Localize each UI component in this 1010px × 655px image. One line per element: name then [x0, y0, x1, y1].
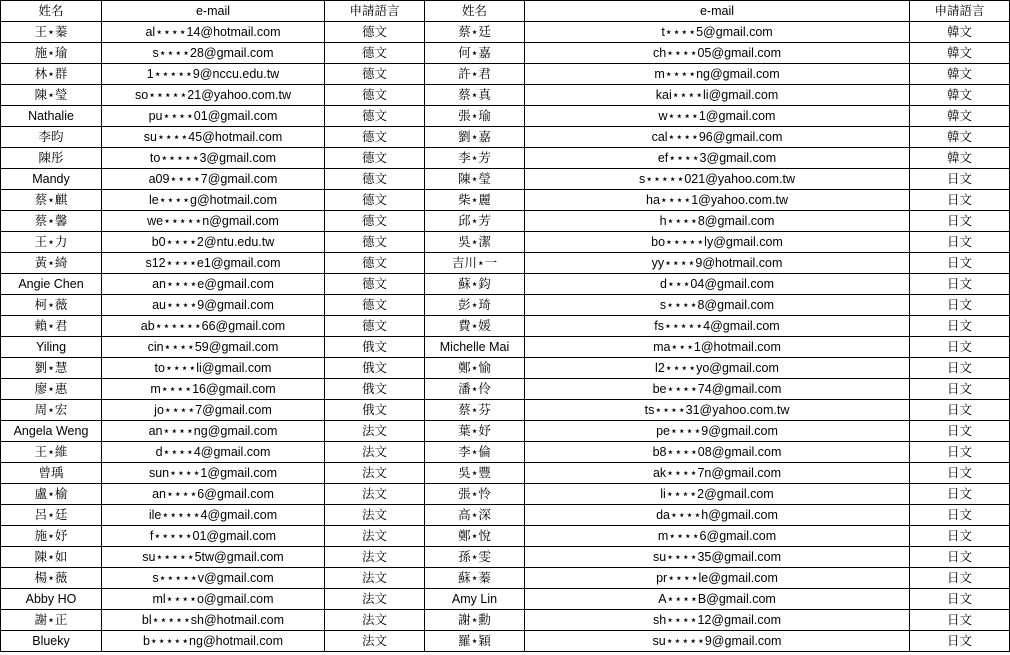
name-cell-left: Nathalie — [1, 106, 102, 127]
language-cell-left: 德文 — [325, 211, 425, 232]
language-cell-left: 法文 — [325, 484, 425, 505]
name-cell-left: 楊⋆薇 — [1, 568, 102, 589]
table-row — [1, 148, 1010, 169]
header-row — [1, 1, 1010, 22]
table-row — [1, 442, 1010, 463]
language-cell-right: 日文 — [910, 631, 1010, 652]
language-cell-right: 日文 — [910, 421, 1010, 442]
email-cell-left: su⋆⋆⋆⋆45@hotmail.com — [102, 127, 325, 148]
language-cell-left: 法文 — [325, 505, 425, 526]
email-cell-left: b0⋆⋆⋆⋆2@ntu.edu.tw — [102, 232, 325, 253]
language-cell-right: 日文 — [910, 316, 1010, 337]
language-cell-right: 日文 — [910, 295, 1010, 316]
table-row — [1, 211, 1010, 232]
email-cell-left: so⋆⋆⋆⋆⋆21@yahoo.com.tw — [102, 85, 325, 106]
language-cell-left: 德文 — [325, 43, 425, 64]
table-row — [1, 505, 1010, 526]
language-cell-left: 德文 — [325, 169, 425, 190]
email-cell-right: ef⋆⋆⋆⋆3@gmail.com — [525, 148, 910, 169]
name-cell-right: 何⋆嘉 — [425, 43, 525, 64]
name-cell-left: 曾瑀 — [1, 463, 102, 484]
table-row — [1, 190, 1010, 211]
name-cell-right: 許⋆君 — [425, 64, 525, 85]
email-cell-right: ma⋆⋆⋆1@hotmail.com — [525, 337, 910, 358]
name-cell-right: 蔡⋆真 — [425, 85, 525, 106]
email-cell-left: al⋆⋆⋆⋆14@hotmail.com — [102, 22, 325, 43]
language-cell-left: 法文 — [325, 463, 425, 484]
table-row — [1, 463, 1010, 484]
email-cell-right: kai⋆⋆⋆⋆li@gmail.com — [525, 85, 910, 106]
name-cell-right: 蘇⋆鈞 — [425, 274, 525, 295]
language-cell-right: 韓文 — [910, 64, 1010, 85]
name-cell-right: 吳⋆潔 — [425, 232, 525, 253]
name-cell-right: 李⋆芳 — [425, 148, 525, 169]
language-cell-left: 法文 — [325, 442, 425, 463]
email-cell-right: w⋆⋆⋆⋆1@gmail.com — [525, 106, 910, 127]
name-cell-right: 吳⋆豐 — [425, 463, 525, 484]
language-cell-right: 日文 — [910, 484, 1010, 505]
email-cell-right: A⋆⋆⋆⋆B@gmail.com — [525, 589, 910, 610]
email-cell-right: ak⋆⋆⋆⋆7n@gmail.com — [525, 463, 910, 484]
email-cell-left: a09⋆⋆⋆⋆7@gmail.com — [102, 169, 325, 190]
name-cell-right: 鄭⋆愉 — [425, 358, 525, 379]
table-row — [1, 610, 1010, 631]
email-cell-left: s12⋆⋆⋆⋆e1@gmail.com — [102, 253, 325, 274]
email-cell-left: su⋆⋆⋆⋆⋆5tw@gmail.com — [102, 547, 325, 568]
table-row — [1, 484, 1010, 505]
language-cell-right: 日文 — [910, 190, 1010, 211]
language-cell-left: 德文 — [325, 274, 425, 295]
name-cell-right: 劉⋆嘉 — [425, 127, 525, 148]
header-language-left: 申請語言 — [325, 1, 425, 22]
name-cell-left: 王⋆力 — [1, 232, 102, 253]
language-cell-left: 法文 — [325, 421, 425, 442]
name-cell-left: Angela Weng — [1, 421, 102, 442]
name-cell-right: 謝⋆勳 — [425, 610, 525, 631]
table-row — [1, 43, 1010, 64]
name-cell-left: 陳⋆如 — [1, 547, 102, 568]
email-cell-right: s⋆⋆⋆⋆⋆021@yahoo.com.tw — [525, 169, 910, 190]
table-row — [1, 295, 1010, 316]
email-cell-left: b⋆⋆⋆⋆⋆ng@hotmail.com — [102, 631, 325, 652]
name-cell-left: 劉⋆慧 — [1, 358, 102, 379]
table-row — [1, 22, 1010, 43]
name-cell-right: Michelle Mai — [425, 337, 525, 358]
email-cell-right: ha⋆⋆⋆⋆1@yahoo.com.tw — [525, 190, 910, 211]
name-cell-left: 蔡⋆馨 — [1, 211, 102, 232]
language-cell-left: 德文 — [325, 22, 425, 43]
email-cell-left: s⋆⋆⋆⋆28@gmail.com — [102, 43, 325, 64]
email-cell-right: be⋆⋆⋆⋆74@gmail.com — [525, 379, 910, 400]
name-cell-right: 陳⋆瑩 — [425, 169, 525, 190]
language-cell-right: 日文 — [910, 169, 1010, 190]
table-row — [1, 358, 1010, 379]
email-cell-left: bl⋆⋆⋆⋆⋆sh@hotmail.com — [102, 610, 325, 631]
name-cell-left: Blueky — [1, 631, 102, 652]
name-cell-right: 柴⋆麗 — [425, 190, 525, 211]
email-cell-left: cin⋆⋆⋆⋆59@gmail.com — [102, 337, 325, 358]
email-cell-right: bo⋆⋆⋆⋆⋆ly@gmail.com — [525, 232, 910, 253]
name-cell-left: 林⋆群 — [1, 64, 102, 85]
header-email-right: e-mail — [525, 1, 910, 22]
email-cell-right: d⋆⋆⋆04@gmail.com — [525, 274, 910, 295]
language-cell-right: 日文 — [910, 232, 1010, 253]
email-cell-right: l2⋆⋆⋆⋆yo@gmail.com — [525, 358, 910, 379]
language-cell-left: 德文 — [325, 85, 425, 106]
name-cell-right: 張⋆怜 — [425, 484, 525, 505]
email-cell-right: li⋆⋆⋆⋆2@gmail.com — [525, 484, 910, 505]
email-cell-left: to⋆⋆⋆⋆li@gmail.com — [102, 358, 325, 379]
language-cell-right: 日文 — [910, 253, 1010, 274]
email-cell-right: b8⋆⋆⋆⋆08@gmail.com — [525, 442, 910, 463]
email-cell-left: sun⋆⋆⋆⋆1@gmail.com — [102, 463, 325, 484]
name-cell-right: 李⋆倫 — [425, 442, 525, 463]
language-cell-left: 俄文 — [325, 337, 425, 358]
name-cell-left: 賴⋆君 — [1, 316, 102, 337]
language-cell-right: 日文 — [910, 526, 1010, 547]
language-cell-left: 法文 — [325, 526, 425, 547]
email-cell-left: ile⋆⋆⋆⋆⋆4@gmail.com — [102, 505, 325, 526]
language-cell-right: 日文 — [910, 400, 1010, 421]
language-cell-left: 俄文 — [325, 379, 425, 400]
table-row — [1, 421, 1010, 442]
language-cell-left: 俄文 — [325, 358, 425, 379]
email-cell-right: t⋆⋆⋆⋆5@gmail.com — [525, 22, 910, 43]
email-cell-right: s⋆⋆⋆⋆8@gmail.com — [525, 295, 910, 316]
table-row — [1, 400, 1010, 421]
email-cell-right: pr⋆⋆⋆⋆le@gmail.com — [525, 568, 910, 589]
language-cell-right: 韓文 — [910, 43, 1010, 64]
table-row — [1, 127, 1010, 148]
email-cell-left: jo⋆⋆⋆⋆7@gmail.com — [102, 400, 325, 421]
name-cell-left: 廖⋆惠 — [1, 379, 102, 400]
language-cell-right: 日文 — [910, 274, 1010, 295]
name-cell-right: 高⋆深 — [425, 505, 525, 526]
name-cell-left: Abby HO — [1, 589, 102, 610]
email-cell-left: m⋆⋆⋆⋆16@gmail.com — [102, 379, 325, 400]
language-cell-right: 日文 — [910, 589, 1010, 610]
email-cell-left: au⋆⋆⋆⋆9@gmail.com — [102, 295, 325, 316]
email-cell-right: ch⋆⋆⋆⋆05@gmail.com — [525, 43, 910, 64]
email-cell-right: sh⋆⋆⋆⋆12@gmail.com — [525, 610, 910, 631]
table-row — [1, 253, 1010, 274]
language-cell-right: 日文 — [910, 463, 1010, 484]
language-cell-right: 日文 — [910, 505, 1010, 526]
table-row — [1, 169, 1010, 190]
language-cell-left: 德文 — [325, 127, 425, 148]
table-row — [1, 106, 1010, 127]
language-cell-left: 俄文 — [325, 400, 425, 421]
table-body — [1, 22, 1010, 652]
name-cell-left: 王⋆蓁 — [1, 22, 102, 43]
table-row — [1, 526, 1010, 547]
name-cell-left: 陳彤 — [1, 148, 102, 169]
email-cell-right: m⋆⋆⋆⋆6@gmail.com — [525, 526, 910, 547]
email-cell-right: ts⋆⋆⋆⋆31@yahoo.com.tw — [525, 400, 910, 421]
email-cell-right: h⋆⋆⋆⋆8@gmail.com — [525, 211, 910, 232]
table-row — [1, 631, 1010, 652]
language-cell-left: 法文 — [325, 610, 425, 631]
email-cell-left: pu⋆⋆⋆⋆01@gmail.com — [102, 106, 325, 127]
email-cell-left: an⋆⋆⋆⋆e@gmail.com — [102, 274, 325, 295]
email-cell-right: cal⋆⋆⋆⋆96@gmail.com — [525, 127, 910, 148]
language-cell-left: 德文 — [325, 190, 425, 211]
name-cell-left: Angie Chen — [1, 274, 102, 295]
email-cell-left: to⋆⋆⋆⋆⋆3@gmail.com — [102, 148, 325, 169]
name-cell-right: Amy Lin — [425, 589, 525, 610]
language-cell-left: 德文 — [325, 316, 425, 337]
language-cell-left: 法文 — [325, 631, 425, 652]
table-row — [1, 337, 1010, 358]
language-cell-right: 日文 — [910, 358, 1010, 379]
email-cell-left: 1⋆⋆⋆⋆⋆9@nccu.edu.tw — [102, 64, 325, 85]
language-cell-right: 日文 — [910, 568, 1010, 589]
language-cell-left: 法文 — [325, 568, 425, 589]
name-cell-right: 葉⋆妤 — [425, 421, 525, 442]
name-cell-right: 費⋆媛 — [425, 316, 525, 337]
header-name-left: 姓名 — [1, 1, 102, 22]
table-row — [1, 589, 1010, 610]
language-cell-left: 德文 — [325, 253, 425, 274]
name-cell-left: 李昀 — [1, 127, 102, 148]
language-cell-left: 德文 — [325, 148, 425, 169]
language-cell-right: 日文 — [910, 379, 1010, 400]
name-cell-left: 呂⋆廷 — [1, 505, 102, 526]
language-cell-right: 韓文 — [910, 85, 1010, 106]
name-cell-right: 張⋆瑜 — [425, 106, 525, 127]
table-row — [1, 64, 1010, 85]
email-cell-right: fs⋆⋆⋆⋆⋆4@gmail.com — [525, 316, 910, 337]
name-cell-right: 吉川⋆一 — [425, 253, 525, 274]
email-cell-left: an⋆⋆⋆⋆6@gmail.com — [102, 484, 325, 505]
name-cell-left: 陳⋆瑩 — [1, 85, 102, 106]
name-cell-left: 王⋆維 — [1, 442, 102, 463]
language-cell-left: 德文 — [325, 64, 425, 85]
name-cell-left: 周⋆宏 — [1, 400, 102, 421]
name-cell-right: 羅⋆穎 — [425, 631, 525, 652]
table-row — [1, 547, 1010, 568]
name-cell-right: 蘇⋆蓁 — [425, 568, 525, 589]
language-cell-left: 德文 — [325, 232, 425, 253]
email-cell-left: d⋆⋆⋆⋆4@gmail.com — [102, 442, 325, 463]
name-cell-left: 黃⋆綺 — [1, 253, 102, 274]
email-cell-left: we⋆⋆⋆⋆⋆n@gmail.com — [102, 211, 325, 232]
language-cell-right: 日文 — [910, 442, 1010, 463]
email-cell-right: su⋆⋆⋆⋆⋆9@gmail.com — [525, 631, 910, 652]
name-cell-left: 施⋆妤 — [1, 526, 102, 547]
name-cell-right: 蔡⋆廷 — [425, 22, 525, 43]
email-cell-right: m⋆⋆⋆⋆ng@gmail.com — [525, 64, 910, 85]
language-cell-right: 韓文 — [910, 106, 1010, 127]
table-row — [1, 274, 1010, 295]
name-cell-left: 謝⋆正 — [1, 610, 102, 631]
table-row — [1, 85, 1010, 106]
header-email-left: e-mail — [102, 1, 325, 22]
name-cell-right: 孫⋆雯 — [425, 547, 525, 568]
language-cell-right: 韓文 — [910, 127, 1010, 148]
language-cell-right: 日文 — [910, 547, 1010, 568]
name-cell-left: 蔡⋆麒 — [1, 190, 102, 211]
table-row — [1, 379, 1010, 400]
language-cell-right: 日文 — [910, 211, 1010, 232]
email-cell-left: ml⋆⋆⋆⋆o@gmail.com — [102, 589, 325, 610]
language-cell-right: 韓文 — [910, 22, 1010, 43]
table-row — [1, 568, 1010, 589]
email-cell-right: su⋆⋆⋆⋆35@gmail.com — [525, 547, 910, 568]
language-cell-right: 韓文 — [910, 148, 1010, 169]
table-row — [1, 232, 1010, 253]
email-cell-left: le⋆⋆⋆⋆g@hotmail.com — [102, 190, 325, 211]
name-cell-right: 邱⋆芳 — [425, 211, 525, 232]
header-name-right: 姓名 — [425, 1, 525, 22]
language-cell-left: 法文 — [325, 589, 425, 610]
name-cell-right: 彭⋆琦 — [425, 295, 525, 316]
name-cell-right: 鄭⋆悅 — [425, 526, 525, 547]
name-cell-left: Mandy — [1, 169, 102, 190]
language-cell-right: 日文 — [910, 610, 1010, 631]
email-cell-left: f⋆⋆⋆⋆⋆01@gmail.com — [102, 526, 325, 547]
email-cell-left: s⋆⋆⋆⋆⋆v@gmail.com — [102, 568, 325, 589]
name-cell-left: Yiling — [1, 337, 102, 358]
name-cell-left: 柯⋆薇 — [1, 295, 102, 316]
name-cell-left: 盧⋆榆 — [1, 484, 102, 505]
header-language-right: 申請語言 — [910, 1, 1010, 22]
email-cell-right: pe⋆⋆⋆⋆9@gmail.com — [525, 421, 910, 442]
email-cell-left: ab⋆⋆⋆⋆⋆⋆66@gmail.com — [102, 316, 325, 337]
email-cell-right: da⋆⋆⋆⋆h@gmail.com — [525, 505, 910, 526]
name-cell-right: 蔡⋆芬 — [425, 400, 525, 421]
language-cell-left: 德文 — [325, 295, 425, 316]
table-row — [1, 316, 1010, 337]
language-cell-left: 法文 — [325, 547, 425, 568]
name-cell-right: 潘⋆伶 — [425, 379, 525, 400]
email-cell-left: an⋆⋆⋆⋆ng@gmail.com — [102, 421, 325, 442]
language-cell-right: 日文 — [910, 337, 1010, 358]
name-cell-left: 施⋆瑜 — [1, 43, 102, 64]
language-cell-left: 德文 — [325, 106, 425, 127]
email-cell-right: yy⋆⋆⋆⋆9@hotmail.com — [525, 253, 910, 274]
